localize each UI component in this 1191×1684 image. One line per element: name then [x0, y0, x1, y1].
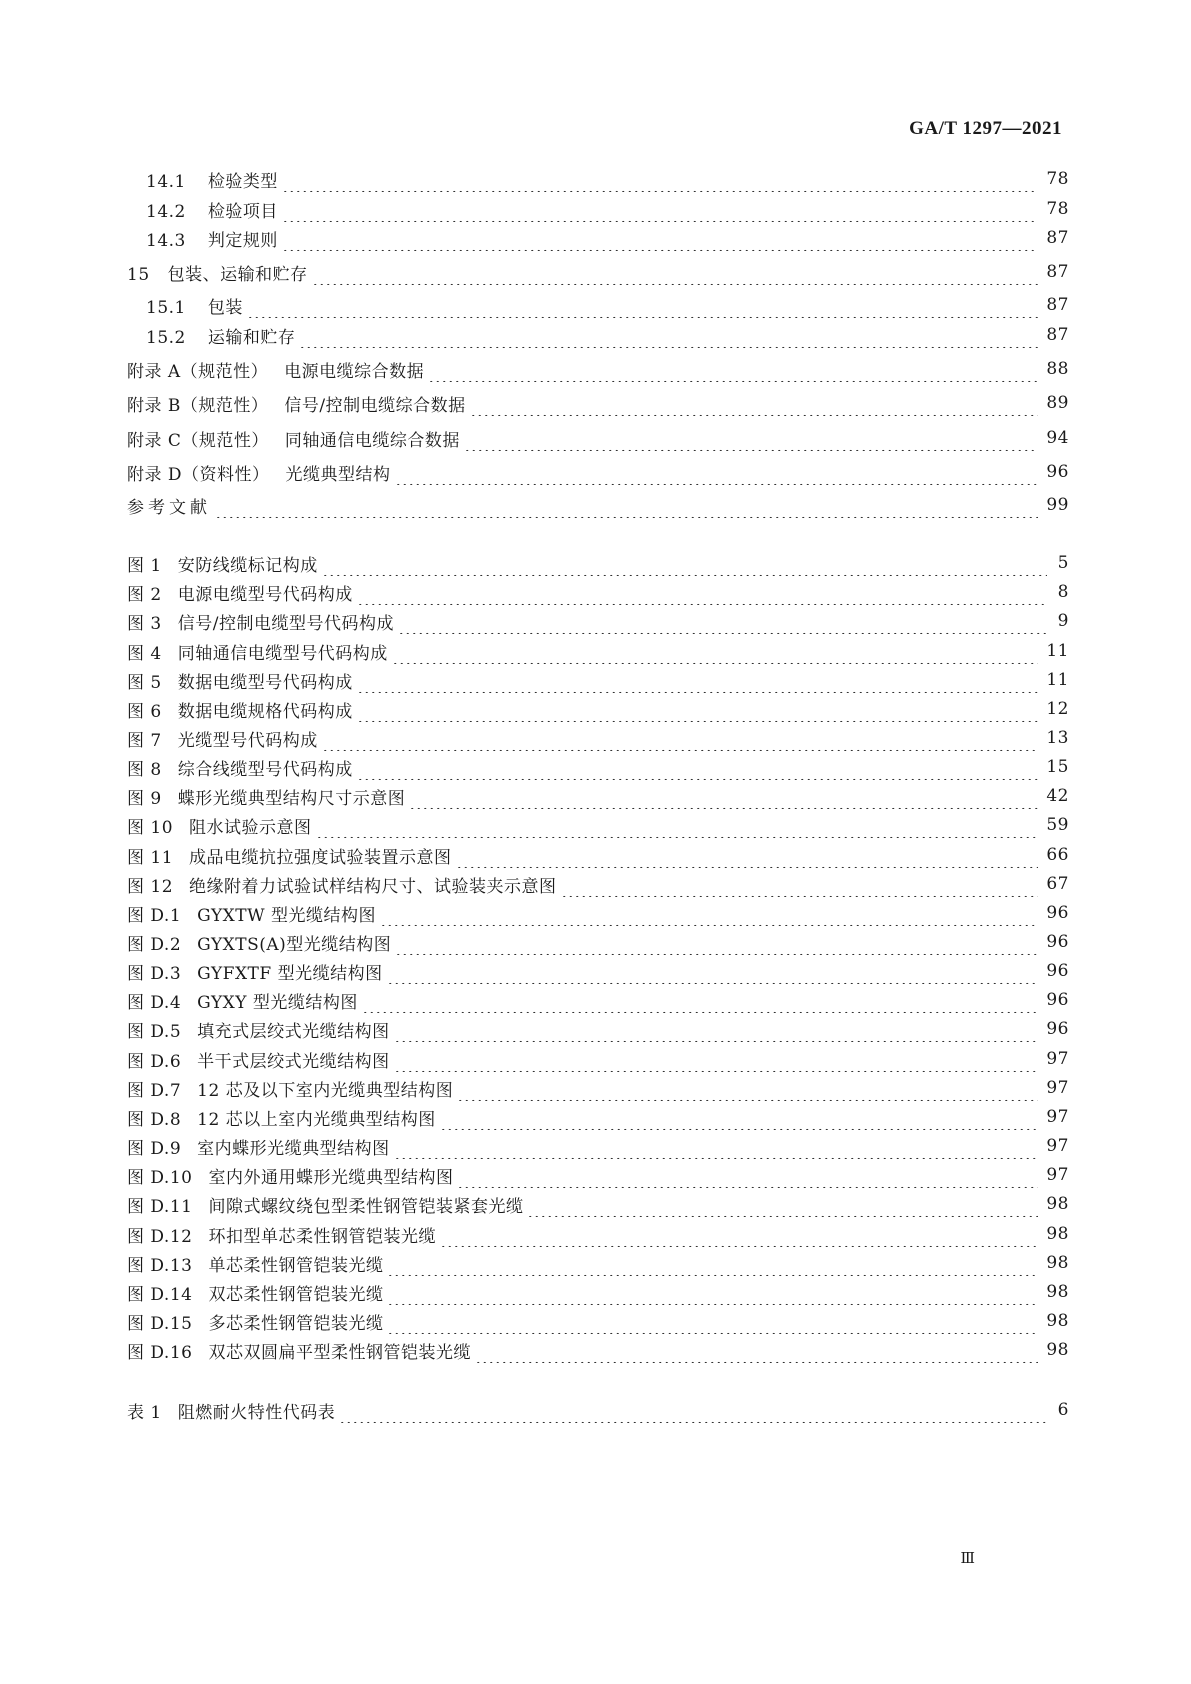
entry-title: 环扣型单芯柔性钢管铠装光缆 [208, 1226, 436, 1247]
leader-dots [282, 225, 1039, 251]
entry-page: 96 [1046, 961, 1069, 981]
leader-dots [457, 1075, 1038, 1101]
entry-number: 图 D.3 [127, 963, 182, 984]
toc-entry[interactable] [127, 492, 1069, 518]
figure-entry[interactable] [127, 754, 1069, 780]
entry-page: 87 [1046, 228, 1069, 248]
figure-entry[interactable] [127, 1221, 1069, 1247]
entry-title: 信号/控制电缆型号代码构成 [177, 613, 394, 634]
entry-page: 96 [1046, 903, 1069, 923]
leader-dots [395, 459, 1039, 485]
entry-title: 室内蝶形光缆典型结构图 [197, 1138, 390, 1159]
entry-number: 图 D.1 [127, 905, 182, 926]
figure-entry[interactable] [127, 608, 1069, 634]
leader-dots [357, 696, 1039, 722]
figure-entry[interactable] [127, 1191, 1069, 1217]
leader-dots [312, 259, 1039, 285]
entry-number: 图 3 [127, 613, 162, 634]
figure-entry[interactable] [127, 1046, 1069, 1072]
entry-title: 间隙式螺纹绕包型柔性钢管铠装紧套光缆 [208, 1196, 524, 1217]
entry-page: 97 [1046, 1165, 1069, 1185]
entry-title: 包装 [207, 297, 243, 318]
entry-page: 78 [1046, 199, 1069, 219]
entry-number: 图 D.16 [127, 1342, 193, 1363]
entry-number: 图 5 [127, 672, 162, 693]
entry-number: 图 D.11 [127, 1196, 193, 1217]
entry-page: 9 [1057, 611, 1069, 631]
entry-number: 15.1 [146, 297, 186, 318]
entry-title: 综合线缆型号代码构成 [177, 759, 353, 780]
entry-title: 信号/控制电缆综合数据 [284, 395, 466, 416]
figure-entry[interactable] [127, 1279, 1069, 1305]
toc-entry[interactable] [127, 459, 1069, 485]
figure-entry[interactable] [127, 725, 1069, 751]
leader-dots [457, 1162, 1038, 1188]
entry-title: 数据电缆型号代码构成 [177, 672, 353, 693]
entry-title: 成品电缆抗拉强度试验装置示意图 [189, 847, 452, 868]
figure-entry[interactable] [127, 783, 1069, 809]
entry-number: 图 4 [127, 643, 162, 664]
entry-title: 半干式层绞式光缆结构图 [197, 1051, 390, 1072]
toc-entry[interactable] [146, 322, 1069, 348]
entry-page: 98 [1046, 1282, 1069, 1302]
entry-number: 图 D.12 [127, 1226, 193, 1247]
figure-entry[interactable] [127, 987, 1069, 1013]
entry-title: 室内外通用蝶形光缆典型结构图 [208, 1167, 454, 1188]
entry-page: 11 [1046, 670, 1069, 690]
toc-entry[interactable] [127, 356, 1069, 382]
entry-number: 14.3 [146, 230, 186, 251]
figure-entry[interactable] [127, 638, 1069, 664]
figure-entry[interactable] [127, 550, 1069, 576]
entry-page: 97 [1046, 1107, 1069, 1127]
entry-page: 42 [1046, 786, 1069, 806]
entry-number: 附录 D（资料性） [127, 464, 270, 485]
leader-dots [394, 1133, 1039, 1159]
entry-title: 阻燃耐火特性代码表 [177, 1402, 336, 1423]
leader-dots [527, 1191, 1038, 1217]
entry-title: 光缆典型结构 [285, 464, 391, 485]
entry-title: 安防线缆标记构成 [177, 555, 318, 576]
table-entry[interactable] [127, 1397, 1069, 1423]
entry-page: 96 [1046, 462, 1069, 482]
entry-title: 电源电缆型号代码构成 [177, 584, 353, 605]
entry-page: 5 [1057, 553, 1069, 573]
figure-entry[interactable] [127, 929, 1069, 955]
figure-entry[interactable] [127, 1133, 1069, 1159]
entry-page: 98 [1046, 1340, 1069, 1360]
entry-page: 99 [1046, 495, 1069, 515]
entry-number: 图 D.6 [127, 1051, 182, 1072]
entry-page: 98 [1046, 1194, 1069, 1214]
entry-number: 图 2 [127, 584, 162, 605]
entry-title: 数据电缆规格代码构成 [177, 701, 353, 722]
leader-dots [387, 1250, 1038, 1276]
entry-title: 单芯柔性钢管铠装光缆 [208, 1255, 384, 1276]
leader-dots [322, 550, 1047, 576]
figure-entry[interactable] [127, 1016, 1069, 1042]
figure-entry[interactable] [127, 1104, 1069, 1130]
entry-page: 98 [1046, 1253, 1069, 1273]
leader-dots [440, 1104, 1039, 1130]
entry-page: 98 [1046, 1311, 1069, 1331]
toc-entry[interactable] [146, 292, 1069, 318]
entry-title: 多芯柔性钢管铠装光缆 [208, 1313, 384, 1334]
entry-number: 表 1 [127, 1402, 162, 1423]
entry-number: 图 D.9 [127, 1138, 182, 1159]
entry-title: 包装、运输和贮存 [167, 264, 308, 285]
entry-number: 图 D.14 [127, 1284, 193, 1305]
entry-page: 11 [1046, 641, 1069, 661]
entry-page: 6 [1057, 1400, 1069, 1420]
toc-entry[interactable] [127, 425, 1069, 451]
entry-page: 89 [1046, 393, 1069, 413]
entry-number: 图 D.15 [127, 1313, 193, 1334]
entry-page: 87 [1046, 295, 1069, 315]
entry-number: 图 D.7 [127, 1080, 182, 1101]
entry-title: 阻水试验示意图 [189, 817, 312, 838]
entry-number: 图 D.10 [127, 1167, 193, 1188]
figure-entry[interactable] [127, 1162, 1069, 1188]
leader-dots [387, 958, 1039, 984]
entry-number: 图 8 [127, 759, 162, 780]
entry-page: 12 [1046, 699, 1069, 719]
page-number: Ⅲ [960, 1551, 975, 1567]
entry-title: GYXTW 型光缆结构图 [197, 905, 376, 926]
figure-entry[interactable] [127, 871, 1069, 897]
entry-number: 图 D.13 [127, 1255, 193, 1276]
entry-page: 59 [1046, 815, 1069, 835]
entry-number: 图 12 [127, 876, 174, 897]
entry-number: 14.2 [146, 201, 186, 222]
leader-dots [428, 356, 1038, 382]
leader-dots [470, 390, 1039, 416]
figure-entry[interactable] [127, 958, 1069, 984]
entry-number: 图 D.8 [127, 1109, 182, 1130]
leader-dots [464, 425, 1038, 451]
entry-title: 双芯双圆扁平型柔性钢管铠装光缆 [208, 1342, 471, 1363]
entry-number: 图 D.2 [127, 934, 182, 955]
entry-title: GYFXTF 型光缆结构图 [197, 963, 383, 984]
entry-number: 图 D.4 [127, 992, 182, 1013]
entry-number: 15 [127, 264, 150, 285]
leader-dots [392, 638, 1039, 664]
leader-dots [398, 608, 1047, 634]
entry-number: 图 6 [127, 701, 162, 722]
leader-dots [357, 754, 1039, 780]
entry-title: 同轴通信电缆综合数据 [284, 430, 460, 451]
toc-entry[interactable] [146, 196, 1069, 222]
leader-dots [357, 579, 1047, 605]
leader-dots [394, 1046, 1039, 1072]
entry-number: 附录 C（规范性） [127, 430, 269, 451]
entry-title: 12 芯及以下室内光缆典型结构图 [197, 1080, 454, 1101]
standard-number: GA/T 1297—2021 [909, 118, 1062, 139]
entry-title: 判定规则 [207, 230, 278, 251]
figure-entry[interactable] [127, 900, 1069, 926]
leader-dots [387, 1279, 1038, 1305]
entry-title: 检验项目 [207, 201, 278, 222]
leader-dots [282, 166, 1039, 192]
entry-page: 97 [1046, 1078, 1069, 1098]
entry-page: 66 [1046, 845, 1069, 865]
entry-page: 8 [1057, 582, 1069, 602]
entry-title: 绝缘附着力试验试样结构尺寸、试验装夹示意图 [189, 876, 557, 897]
entry-title: GYXTS(A)型光缆结构图 [197, 934, 392, 955]
leader-dots [247, 292, 1039, 318]
figure-entry[interactable] [127, 667, 1069, 693]
entry-page: 67 [1046, 874, 1069, 894]
leader-dots [215, 492, 1038, 518]
entry-title: 光缆型号代码构成 [177, 730, 318, 751]
entry-number: 图 D.5 [127, 1021, 182, 1042]
leader-dots [409, 783, 1038, 809]
entry-title: 同轴通信电缆型号代码构成 [177, 643, 388, 664]
figure-entry[interactable] [127, 579, 1069, 605]
leader-dots [380, 900, 1038, 926]
leader-dots [387, 1308, 1038, 1334]
toc-entry[interactable] [146, 225, 1069, 251]
leader-dots [456, 842, 1039, 868]
figure-entry[interactable] [127, 1308, 1069, 1334]
entry-page: 87 [1046, 325, 1069, 345]
figure-entry[interactable] [127, 1250, 1069, 1276]
toc-entry[interactable] [127, 390, 1069, 416]
leader-dots [475, 1337, 1038, 1363]
figure-entry[interactable] [127, 1337, 1069, 1363]
entry-title: 参考文献 [127, 497, 211, 518]
entry-title: 运输和贮存 [207, 327, 296, 348]
entry-page: 13 [1046, 728, 1069, 748]
entry-page: 96 [1046, 990, 1069, 1010]
entry-number: 图 7 [127, 730, 162, 751]
leader-dots [299, 322, 1038, 348]
entry-page: 87 [1046, 262, 1069, 282]
leader-dots [395, 929, 1038, 955]
leader-dots [394, 1016, 1039, 1042]
figure-entry[interactable] [127, 696, 1069, 722]
leader-dots [322, 725, 1039, 751]
leader-dots [440, 1221, 1038, 1247]
leader-dots [316, 812, 1039, 838]
entry-page: 88 [1046, 359, 1069, 379]
entry-page: 96 [1046, 932, 1069, 952]
figure-entry[interactable] [127, 812, 1069, 838]
entry-number: 14.1 [146, 171, 186, 192]
toc-entry[interactable] [146, 166, 1069, 192]
entry-number: 图 11 [127, 847, 174, 868]
figure-entry[interactable] [127, 842, 1069, 868]
entry-page: 97 [1046, 1049, 1069, 1069]
entry-title: 检验类型 [207, 171, 278, 192]
entry-page: 97 [1046, 1136, 1069, 1156]
entry-page: 78 [1046, 169, 1069, 189]
entry-title: 蝶形光缆典型结构尺寸示意图 [177, 788, 406, 809]
entry-number: 附录 B（规范性） [127, 395, 269, 416]
entry-number: 附录 A（规范性） [127, 361, 269, 382]
entry-page: 94 [1046, 428, 1069, 448]
entry-title: GYXY 型光缆结构图 [197, 992, 358, 1013]
entry-number: 图 1 [127, 555, 162, 576]
entry-page: 98 [1046, 1224, 1069, 1244]
entry-title: 填充式层绞式光缆结构图 [197, 1021, 390, 1042]
entry-number: 图 9 [127, 788, 162, 809]
leader-dots [362, 987, 1038, 1013]
leader-dots [561, 871, 1039, 897]
leader-dots [282, 196, 1039, 222]
entry-title: 电源电缆综合数据 [284, 361, 425, 382]
entry-title: 双芯柔性钢管铠装光缆 [208, 1284, 384, 1305]
entry-title: 12 芯以上室内光缆典型结构图 [197, 1109, 436, 1130]
entry-page: 15 [1046, 757, 1069, 777]
entry-number: 15.2 [146, 327, 186, 348]
toc-entry[interactable] [127, 259, 1069, 285]
entry-number: 图 10 [127, 817, 174, 838]
leader-dots [357, 667, 1039, 693]
leader-dots [339, 1397, 1047, 1423]
entry-page: 96 [1046, 1019, 1069, 1039]
figure-entry[interactable] [127, 1075, 1069, 1101]
